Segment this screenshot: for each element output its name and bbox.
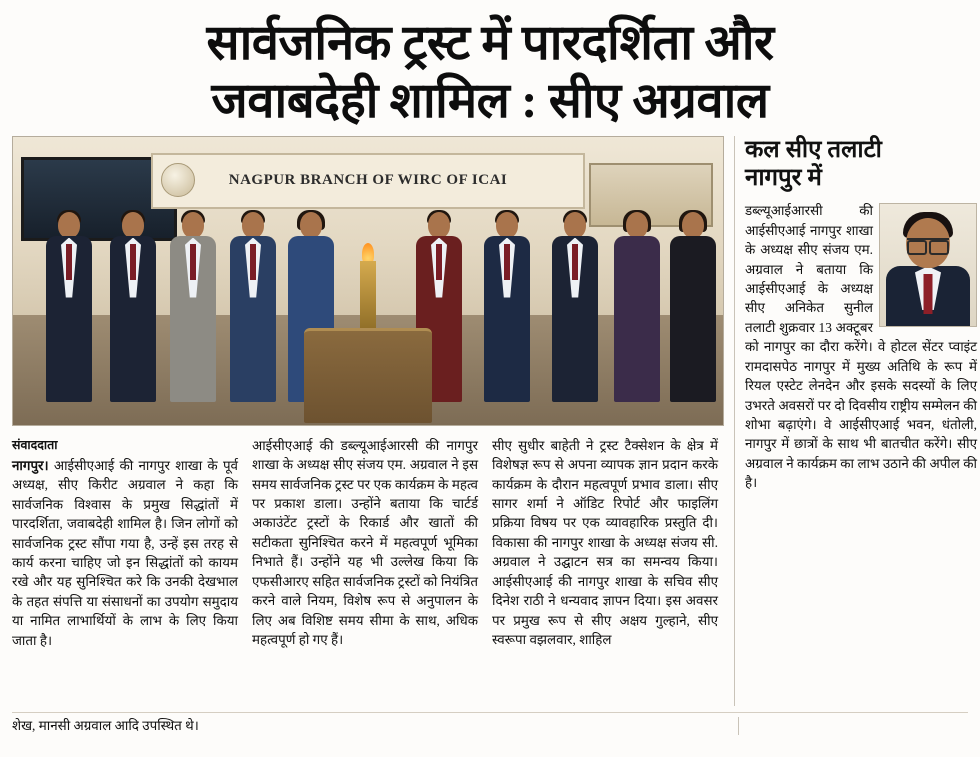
sidebar-text-block (745, 201, 977, 493)
glasses-icon (907, 238, 949, 252)
article-column-3-text: सीए सुधीर बाहेती ने ट्रस्ट टैक्सेशन के क्षेत्र में विशेषज्ञ रूप से अपना व्यापक ज्ञान प्रदान करके कार्यक्रम के दौरान महत्वपूर्ण प्रभाव डाला। सीए सागर शर्मा ने ऑडिट रिपोर्ट और फाइलिंग प्रक्रिया विषय पर एक व्यावहारिक प्रस्तुति दी। विकासा की नागपुर शाखा के अध्यक्ष संजय सी. अग्रवाल ने उद्घाटन सत्र का समन्वय किया। आईसीएआई की नागपुर शाखा के सचिव सीए दिनेश राठी ने धन्यवाद ज्ञापन दिया। इस अवसर पर प्रमुख रूप से सीए अक्षय गुल्हाने, सीए स्वरूपा वझलवार, शाहिल (492, 437, 718, 647)
main-column (12, 136, 724, 706)
article-column-3 (492, 436, 718, 651)
ceremonial-lamp-table (304, 328, 432, 423)
footer-left-text: शेख, मानसी अग्रवाल आदि उपस्थित थे। (12, 717, 199, 733)
person (225, 212, 281, 402)
article-column-1 (12, 436, 238, 651)
sidebar-title-line-1: कल सीए तलाटी (745, 136, 882, 163)
person (479, 212, 535, 402)
person (41, 212, 97, 402)
person (165, 212, 221, 402)
sidebar-title (745, 136, 977, 194)
article-column-2-text: आईसीएआई की डब्ल्यूआईआरसी की नागपुर शाखा के अध्यक्ष सीए संजय एम. अग्रवाल ने इस समय सार्वजनिक ट्रस्ट पर एक कार्यक्रम के महत्व पर प्रकाश डाला। उन्होंने बताया कि चार्टर्ड अकाउंटेंट ट्रस्टों के रिकार्ड और खातों की सटीकता सुनिश्चित करने में महत्वपूर्ण भूमिका निभाते हैं। उन्होंने यह भी उल्लेख किया कि एफसीआरए सहित सार्वजनिक ट्रस्टों को नियंत्रित करने वाले नियम, विशेष रूप से अनुपालन के लिए अब विशिष्ट समय सीमा के साथ, अधिक महत्वपूर्ण हो गए हैं। (252, 437, 478, 647)
byline: संवाददाता (12, 437, 58, 452)
footer-continuation (12, 712, 968, 736)
article-column-1-text: आईसीएआई की नागपुर शाखा के पूर्व अध्यक्ष, सीए किरीट अग्रवाल ने कहा कि सार्वजनिक विश्वास के प्रमुख सिद्धांतों में पारदर्शिता, जवाबदेही शामिल है। जिन लोगों को सार्वजनिक ट्रस्ट सौंपा गया है, उन्हें इस तरह से कार्य करना चाहिए जो इन सिद्धांतों को कायम रखे और यह सुनिश्चित करे कि उनकी देखभाल के तहत संपत्ति या संसाधनों का उपयोग समुदाय या नामित लाभार्थियों के लाभ के लिए किया जाता है। (12, 457, 238, 648)
sidebar-title-line-2: नागपुर में (745, 165, 822, 192)
portrait-photo (879, 203, 977, 327)
institute-emblem-icon (161, 163, 195, 197)
sidebar-story (734, 136, 977, 706)
person (665, 212, 721, 402)
person (105, 212, 161, 402)
headline-line-2: जवाबदेही शामिल : सीए अग्रवाल (211, 72, 769, 128)
lamp-stand-icon (360, 261, 376, 335)
group-photo (12, 136, 724, 426)
article-body (12, 136, 977, 706)
dateline: नागपुर। (12, 457, 49, 473)
page-title (12, 10, 968, 136)
footer-right-spacer (738, 717, 970, 736)
event-banner-text: NAGPUR BRANCH OF WIRC OF ICAI (228, 172, 508, 189)
photo-caption (12, 426, 724, 428)
person (547, 212, 603, 402)
sidebar-text: डब्ल्यूआईआरसी की आईसीएआई नागपुर शाखा के अध्यक्ष सीए संजय एम. अग्रवाल ने बताया कि आईसीएआई के अध्यक्ष सीए अनिकेत सुनील तलाटी शुक्रवार 13 अक्टूबर को नागपुर का दौरा करेंगे। वे होटल सेंटर प्वाइंट रामदासपेठ नागपुर में मुख्य अतिथि के रूप में रियल एस्टेट लेनदेन और इसके सदस्यों के लिए उभरते अवसरों पर दो दिवसीय राष्ट्रीय सम्मेलन की शोभा बढ़ाएंगे। वे आईसीएआई भवन, धंतोली, नागपुर में छात्रों के साथ भी बातचीत करेंगे। सीए अग्रवाल ने कार्यक्रम का लाभ उठाने की अपील की है। (745, 203, 977, 491)
person (609, 212, 665, 402)
event-banner (151, 153, 585, 209)
article-column-2 (252, 436, 478, 651)
headline-line-1: सार्वजनिक ट्रस्ट में पारदर्शिता और (206, 15, 774, 70)
text-columns (12, 436, 724, 651)
